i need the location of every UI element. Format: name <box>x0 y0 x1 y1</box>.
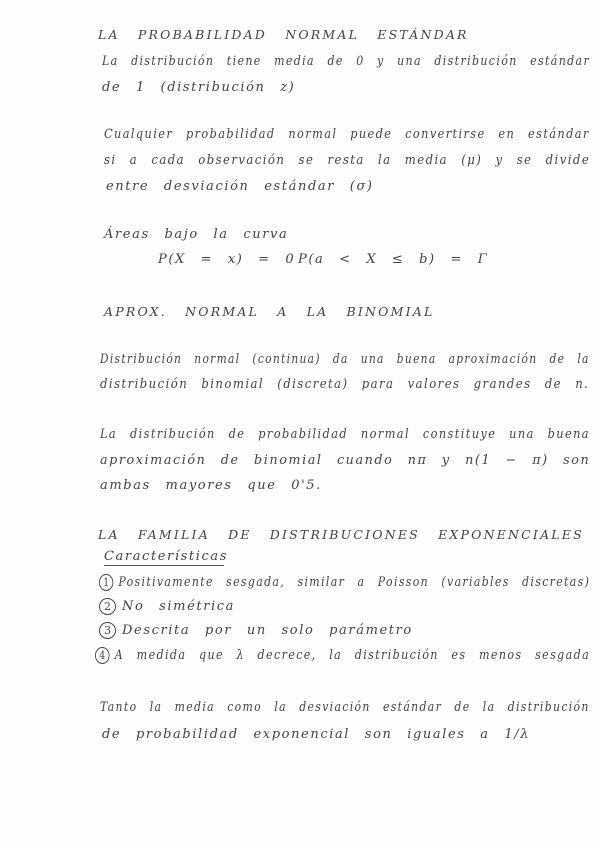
paragraph-2-line-1: Cualquier probabilidad normal puede convertirse en estándar <box>104 127 590 142</box>
paragraph-3-line-1: Distribución normal (continua) da una buena aproximación de la <box>100 352 590 367</box>
list-item-text: No simétrica <box>122 599 236 614</box>
paragraph-5-line-1: Tanto la media como la desviación estándar de la distribución <box>100 700 590 715</box>
areas-label: Áreas bajo la curva <box>104 227 289 242</box>
paragraph-2-line-2: si a cada observación se resta la media (μ) y se divide <box>104 153 591 168</box>
list-item-text: Positivamente sesgada, similar a Poisson (variables discretas) <box>118 575 591 590</box>
intro-line-1: La distribución tiene media de 0 y una distribución estándar <box>102 54 591 69</box>
family-title: LA FAMILIA DE DISTRIBUCIONES EXPONENCIALES <box>98 527 584 542</box>
areas-formula-1: P(X = x) = 0 <box>158 252 296 267</box>
circled-number-icon: 3 <box>99 622 116 639</box>
list-item-text: A medida que λ decrece, la distribución es menos sesgada <box>114 648 591 663</box>
list-item <box>99 598 235 615</box>
intro-line-2: de 1 (distribución z) <box>102 80 296 95</box>
list-item <box>99 574 590 591</box>
list-item-text: Descrita por un solo parámetro <box>122 623 413 638</box>
paragraph-4-line-2: aproximación de binomial cuando nπ y n(1 − π) son <box>100 453 591 468</box>
circled-number-icon: 2 <box>99 598 116 615</box>
areas-formula-2: P(a < X ≤ b) = Γ <box>298 252 489 267</box>
approx-title: APROX. NORMAL A LA BINOMIAL <box>104 304 435 319</box>
paragraph-5-line-2: de probabilidad exponencial son iguales a 1/λ <box>102 727 531 742</box>
list-item <box>99 622 413 639</box>
paragraph-4-line-1: La distribución de probabilidad normal constituye una buena <box>100 427 590 442</box>
paragraph-2-line-3: entre desviación estándar (σ) <box>106 179 374 194</box>
page-title: LA PROBABILIDAD NORMAL ESTÁNDAR <box>98 27 469 42</box>
circled-number-icon: 4 <box>95 647 110 664</box>
circled-number-icon: 1 <box>99 574 113 591</box>
paragraph-4-line-3: ambas mayores que 0'5. <box>100 478 322 493</box>
paragraph-3-line-2: distribución binomial (discreta) para valores grandes de n. <box>100 377 590 392</box>
list-item <box>95 647 590 664</box>
characteristics-label: Características <box>104 549 228 564</box>
